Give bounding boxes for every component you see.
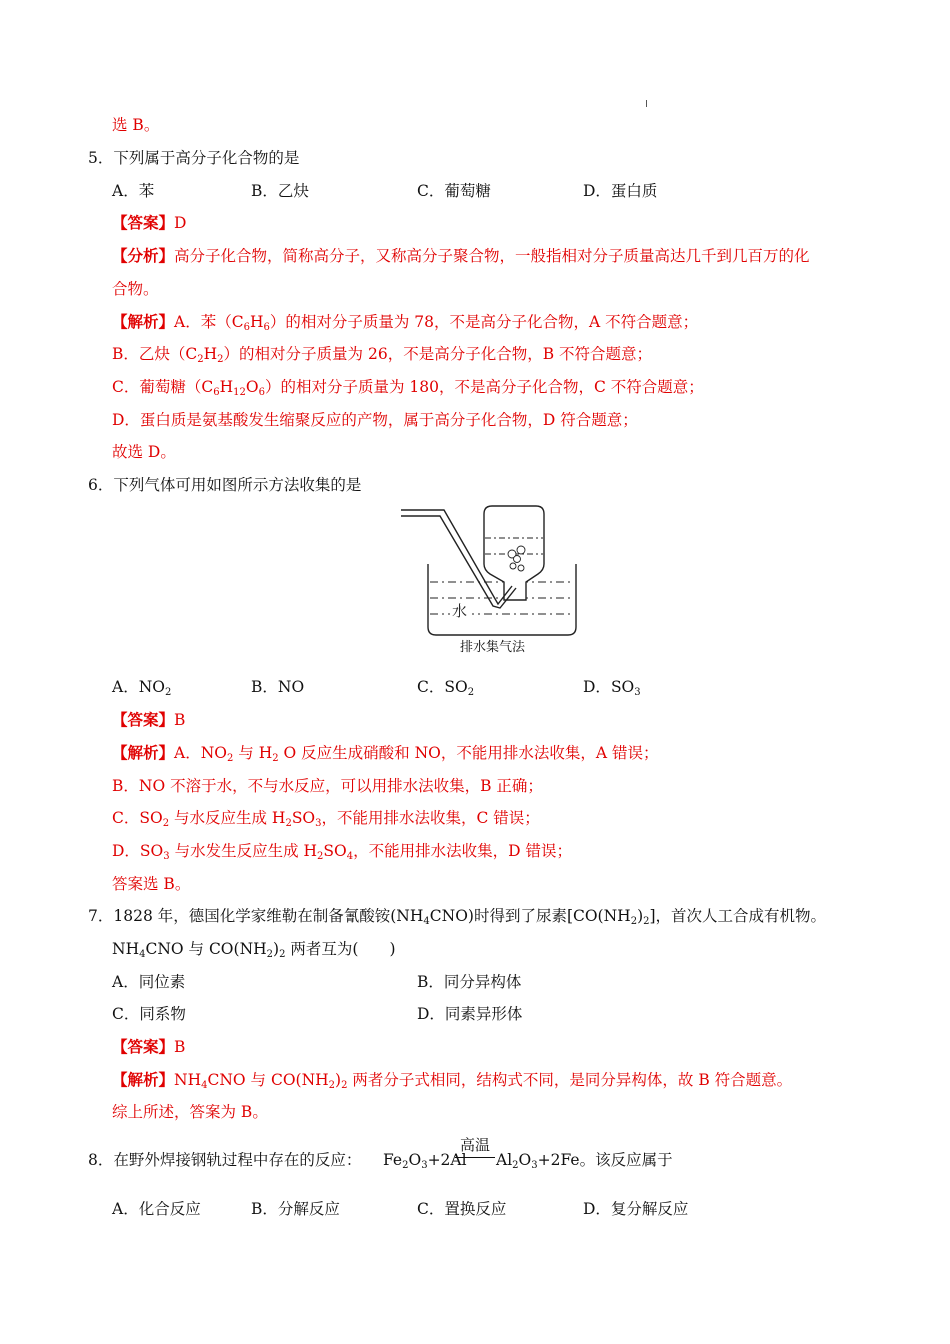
- text: ）的相对分子质量为 78，不是高分子化合物，A 不符合题意；: [269, 313, 699, 331]
- explain-tag: 【解析】: [112, 743, 175, 762]
- option-label: C．: [417, 678, 445, 696]
- text: NH: [112, 940, 140, 958]
- sub: 6: [258, 387, 265, 398]
- sub: 4: [423, 916, 430, 927]
- q6-conclusion: 答案选 B。: [112, 875, 191, 893]
- text: H: [249, 313, 264, 331]
- sub: 2: [512, 1160, 519, 1171]
- text: CNO)时得到了尿素[CO(NH: [429, 907, 631, 925]
- answer-value: B: [174, 711, 186, 729]
- q7-option-b: B．同分异构体: [417, 973, 522, 991]
- text: ): [637, 907, 644, 925]
- answer-value: B: [174, 1038, 186, 1056]
- text: O: [408, 1151, 422, 1169]
- text: 与 H: [233, 744, 273, 762]
- sub: 2: [317, 851, 324, 862]
- sub: 6: [213, 387, 220, 398]
- sub: 2: [328, 1080, 336, 1091]
- q5-explain-b: [112, 344, 652, 364]
- sub: 12: [233, 387, 246, 398]
- option-label: D．: [583, 678, 611, 696]
- text: 与水反应生成 H: [169, 809, 286, 827]
- q8-stem: [88, 1150, 361, 1170]
- q5-option-d: D．蛋白质: [583, 182, 658, 200]
- sub: 2: [467, 687, 475, 698]
- answer-tag: 【答案】: [112, 213, 175, 232]
- q8-option-c: C．置换反应: [417, 1200, 507, 1218]
- sub: 4: [346, 851, 354, 862]
- text: 在野外焊接钢轨过程中存在的反应：: [113, 1151, 362, 1169]
- answer-tag: 【答案】: [112, 710, 175, 729]
- q6-text: 下列气体可用如图所示方法收集的是: [113, 476, 362, 494]
- answer-value: D: [174, 214, 187, 232]
- q7-option-c: C．同系物: [112, 1005, 186, 1023]
- formula: SO: [444, 678, 468, 696]
- q6-answer: [112, 710, 185, 730]
- sub: 2: [226, 753, 234, 764]
- analysis-text: 高分子化合物，简称高分子，又称高分子聚合物，一般指相对分子质量高达几千到几百万的化: [174, 247, 810, 265]
- q5-option-b: B．乙炔: [251, 182, 309, 200]
- text: 。该反应属于: [579, 1151, 673, 1169]
- text: ): [273, 940, 280, 958]
- q8-equation-right: [496, 1150, 673, 1170]
- text: O 反应生成硝酸和 NO，不能用排水法收集，A 错误；: [278, 744, 659, 762]
- water-label: 水: [452, 602, 468, 620]
- text: CNO 与 CO(NH: [207, 1071, 329, 1089]
- text: D．SO: [112, 842, 164, 860]
- q8-option-a: A．化合反应: [112, 1200, 201, 1218]
- q6-explain-a: [112, 743, 659, 763]
- text: C．SO: [112, 809, 163, 827]
- text: +2Al: [427, 1151, 467, 1169]
- q6-number: 6．: [88, 476, 114, 494]
- previous-conclusion: 选 B。: [112, 116, 160, 134]
- sub: 3: [315, 818, 322, 829]
- q7-conclusion: 综上所述，答案为 B。: [112, 1103, 268, 1121]
- q5-analysis: [112, 246, 810, 266]
- q5-text: 下列属于高分子化合物的是: [113, 149, 300, 167]
- text: CNO 与 CO(NH: [145, 940, 267, 958]
- sub: 2: [402, 1160, 409, 1171]
- text: C．葡萄糖（C: [112, 378, 214, 396]
- text: ）的相对分子质量为 26，不是高分子化合物，B 不符合题意；: [223, 345, 653, 363]
- explain-tag: 【解析】: [112, 1070, 175, 1089]
- sub: 2: [341, 1080, 348, 1091]
- sub: 4: [139, 949, 146, 960]
- sub: 2: [279, 949, 286, 960]
- q7-stem: [88, 906, 826, 926]
- sub: 2: [285, 818, 292, 829]
- sub: 2: [197, 354, 204, 365]
- text: O: [245, 378, 259, 396]
- q5-explain-d: D．蛋白质是氨基酸发生缩聚反应的产物，属于高分子化合物，D 符合题意；: [112, 411, 638, 429]
- sub: 2: [630, 916, 638, 927]
- q5-analysis-cont: 合物。: [112, 280, 159, 298]
- q6-option-a: [112, 677, 171, 697]
- q6-explain-d: [112, 841, 572, 861]
- formula: SO: [610, 678, 635, 696]
- text: 两者分子式相同，结构式不同，是同分异构体，故 B 符合题意。: [347, 1071, 793, 1089]
- text: 1828 年，德国化学家维勒在制备氰酸铵(NH: [113, 907, 424, 925]
- text: NH: [174, 1071, 202, 1089]
- q5-explain-a: [112, 312, 698, 332]
- q5-option-a: A．苯: [112, 182, 155, 200]
- sub: 3: [163, 851, 170, 862]
- sub: 3: [531, 1160, 538, 1171]
- text: SO: [291, 809, 316, 827]
- q6-option-d: [583, 677, 641, 697]
- option-label: A．: [112, 678, 139, 696]
- q7-stem-cont: [112, 939, 396, 959]
- text: B．乙炔（C: [112, 345, 198, 363]
- q8-equation-left: [383, 1150, 467, 1170]
- water-displacement-figure: [400, 502, 582, 662]
- text: ): [335, 1071, 342, 1089]
- text: A．NO: [174, 744, 227, 762]
- text: +2Fe: [537, 1151, 580, 1169]
- sub: 2: [266, 949, 274, 960]
- q6-option-c: [417, 677, 474, 697]
- analysis-tag: 【分析】: [112, 246, 175, 265]
- sub: 2: [162, 818, 170, 829]
- text: ]，首次人工合成有机物。: [649, 907, 827, 925]
- q5-answer: [112, 213, 186, 233]
- sub: 3: [421, 1160, 428, 1171]
- q7-number: 7．: [88, 907, 114, 925]
- q7-option-a: A．同位素: [112, 973, 186, 991]
- text: Al: [496, 1151, 513, 1169]
- sub: 3: [634, 687, 641, 698]
- text: SO: [323, 842, 347, 860]
- sub: 6: [263, 322, 270, 333]
- page-mark: [646, 100, 647, 107]
- q5-option-c: C．葡萄糖: [417, 182, 491, 200]
- text: H: [203, 345, 218, 363]
- sub: 2: [217, 354, 224, 365]
- q5-explain-c: [112, 377, 704, 397]
- formula: NO: [138, 678, 165, 696]
- sub: 2: [164, 687, 172, 698]
- q8-number: 8．: [88, 1151, 114, 1169]
- q5-conclusion: 故选 D。: [112, 443, 176, 461]
- q6-stem: [88, 475, 361, 495]
- text: Fe: [383, 1151, 403, 1169]
- reaction-condition: 高温: [459, 1136, 490, 1154]
- q7-explain: [112, 1070, 792, 1090]
- q5-stem: [88, 148, 299, 168]
- q8-option-b: B．分解反应: [251, 1200, 340, 1218]
- sub: 6: [243, 322, 250, 333]
- sub: 2: [272, 753, 279, 764]
- text: ，不能用排水法收集，C 错误；: [321, 809, 540, 827]
- sub: 4: [201, 1080, 208, 1091]
- text: 两者互为( ): [285, 940, 396, 958]
- q6-explain-c: [112, 808, 540, 828]
- text: H: [219, 378, 234, 396]
- text: O: [518, 1151, 532, 1169]
- sub: 2: [643, 916, 650, 927]
- q5-number: 5．: [88, 149, 114, 167]
- q6-explain-b: B．NO 不溶于水，不与水反应，可以用排水法收集，B 正确；: [112, 777, 543, 795]
- text: A．苯（C: [174, 313, 244, 331]
- text: 与水发生反应生成 H: [169, 842, 318, 860]
- q6-option-b: B．NO: [251, 678, 305, 696]
- text: ）的相对分子质量为 180，不是高分子化合物，C 不符合题意；: [264, 378, 704, 396]
- text: ，不能用排水法收集，D 错误；: [353, 842, 572, 860]
- answer-tag: 【答案】: [112, 1037, 175, 1056]
- explain-tag: 【解析】: [112, 312, 175, 331]
- q7-answer: [112, 1037, 185, 1057]
- q7-option-d: D．同素异形体: [417, 1005, 523, 1023]
- q8-option-d: D．复分解反应: [583, 1200, 689, 1218]
- figure-caption: 排水集气法: [460, 640, 526, 655]
